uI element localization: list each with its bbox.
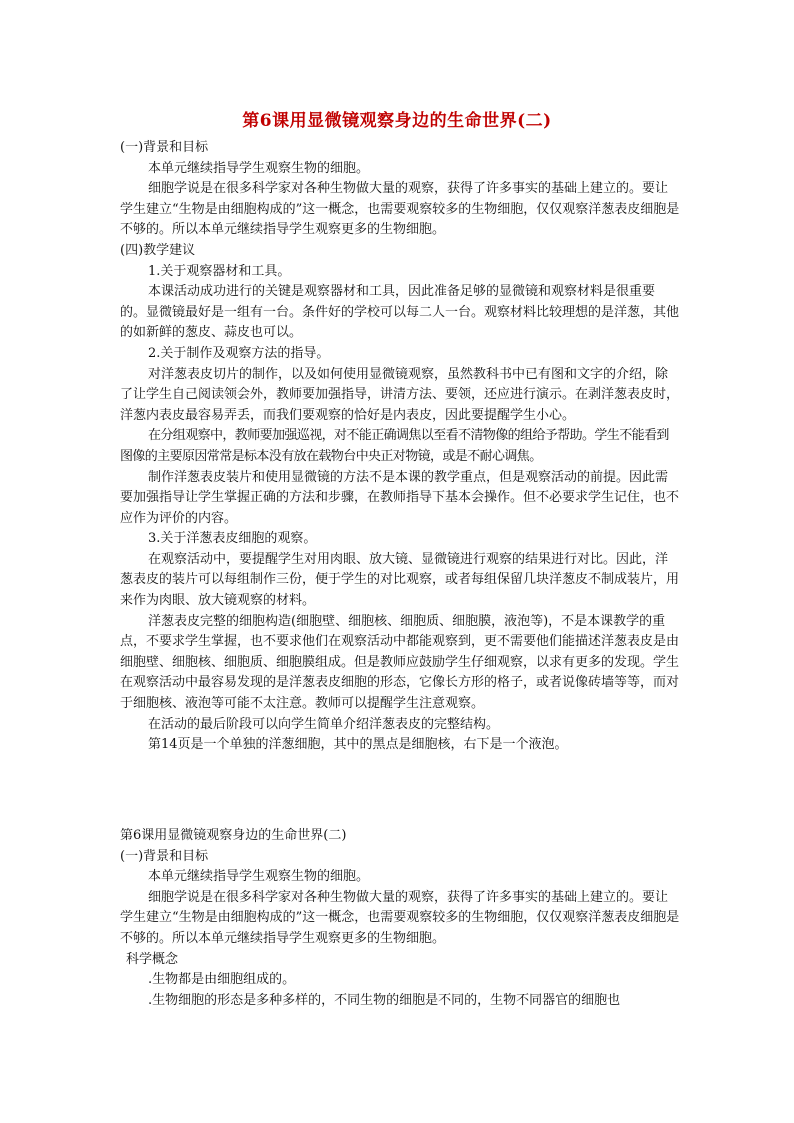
paragraph: 洋葱表皮完整的细胞构造(细胞壁、细胞核、细胞质、细胞膜，液泡等)，不是本课教学的重点，不要求学生掌握，也不要求他们在观察活动中都能观察到，更不需要他们能描述洋葱表皮是由细胞壁、细胞核、细胞质、细胞膜组成。但是教师应鼓励学生仔细观察，以求有更多的发现。学生在观察活动中最容易发现的是洋葱表皮细胞的形态，它像长方形的格子，或者说像砖墙等等，而对于细胞核、液泡等可能不太注意。教师可以提醒学生注意观察。 [120,613,680,712]
paragraph: 细胞学说是在很多科学家对各种生物做大量的观察，获得了许多事实的基础上建立的。要让学生建立“生物是由细胞构成的”这一概念，也需要观察较多的生物细胞，仅仅观察洋葱表皮细胞是不够的。所以本单元继续指导学生观察更多的生物细胞。 [120,889,680,946]
paragraph: 第14页是一个单独的洋葱细胞，其中的黑点是细胞核，右下是一个液泡。 [148,737,568,753]
paragraph: 本单元继续指导学生观察生物的细胞。 [148,160,370,176]
subheading: 2.关于制作及观察方法的指导。 [148,345,330,361]
suggest-heading: (四)教学建议 [120,242,196,258]
paragraph: 本单元继续指导学生观察生物的细胞。 [148,869,370,885]
background-heading: (一)背景和目标 [120,140,209,155]
section-part2 [120,826,680,1011]
paragraph: 在观察活动中，要提醒学生对用肉眼、放大镜、显微镜进行观察的结果进行对比。因此，洋葱表皮的装片可以每组制作三份，便于学生的对比观察，或者每组保留几块洋葱皮不制成装片，用来作为肉眼、放大镜观察的材料。 [120,551,680,609]
paragraph: 细胞学说是在很多科学家对各种生物做大量的观察，获得了许多事实的基础上建立的。要让学生建立“生物是由细胞构成的”这一概念，也需要观察较多的生物细胞，仅仅观察洋葱表皮细胞是不够的。所以本单元继续指导学生观察更多的生物细胞。 [120,181,680,238]
background-heading: (一)背景和目标 [120,848,209,864]
section-part1 [120,138,680,756]
document-title: 第6课用显微镜观察身边的生命世界(二) [242,111,552,131]
section-title-plain: 第6课用显微镜观察身边的生命世界(二) [120,828,347,843]
paragraph: 在活动的最后阶段可以向学生简单介绍洋葱表皮的完整结构。 [148,716,500,732]
paragraph: 制作洋葱表皮装片和使用显微镜的方法不是本课的教学重点，但是观察活动的前提。因此需要加强指导让学生掌握正确的方法和步骤，在教师指导下基本会操作。但不必要求学生记住，也不应作为评价的内容。 [120,469,680,526]
paragraph: 本课活动成功进行的关键是观察器材和工具，因此准备足够的显微镜和观察材料是很重要的。显微镜最好是一组有一台。条件好的学校可以每二人一台。观察材料比较理想的是洋葱，其他的如新鲜的葱皮、蒜皮也可以。 [120,284,680,341]
concept-heading: 科学概念 [126,951,179,967]
subheading: 1.关于观察器材和工具。 [148,263,291,279]
paragraph: 对洋葱表皮切片的制作，以及如何使用显微镜观察，虽然教科书中已有图和文字的介绍，除了让学生自己阅读领会外，教师要加强指导，讲清方法、要领，还应进行演示。在剥洋葱表皮时，洋葱内表皮最容易弄丢，而我们要观察的恰好是内表皮，因此要提醒学生小心。 [120,366,680,423]
subheading: 3.关于洋葱表皮细胞的观察。 [148,531,317,547]
paragraph: 在分组观察中，教师要加强巡视，对不能正确调焦以至看不清物像的组给予帮助。学生不能看到图像的主要原因常常是标本没有放在载物台中央正对物镜，或是不耐心调焦。 [120,428,669,464]
concept-item: .生物都是由细胞组成的。 [148,972,296,988]
concept-item: .生物细胞的形态是多种多样的，不同生物的细胞是不同的，生物不同器官的细胞也 [148,992,621,1008]
